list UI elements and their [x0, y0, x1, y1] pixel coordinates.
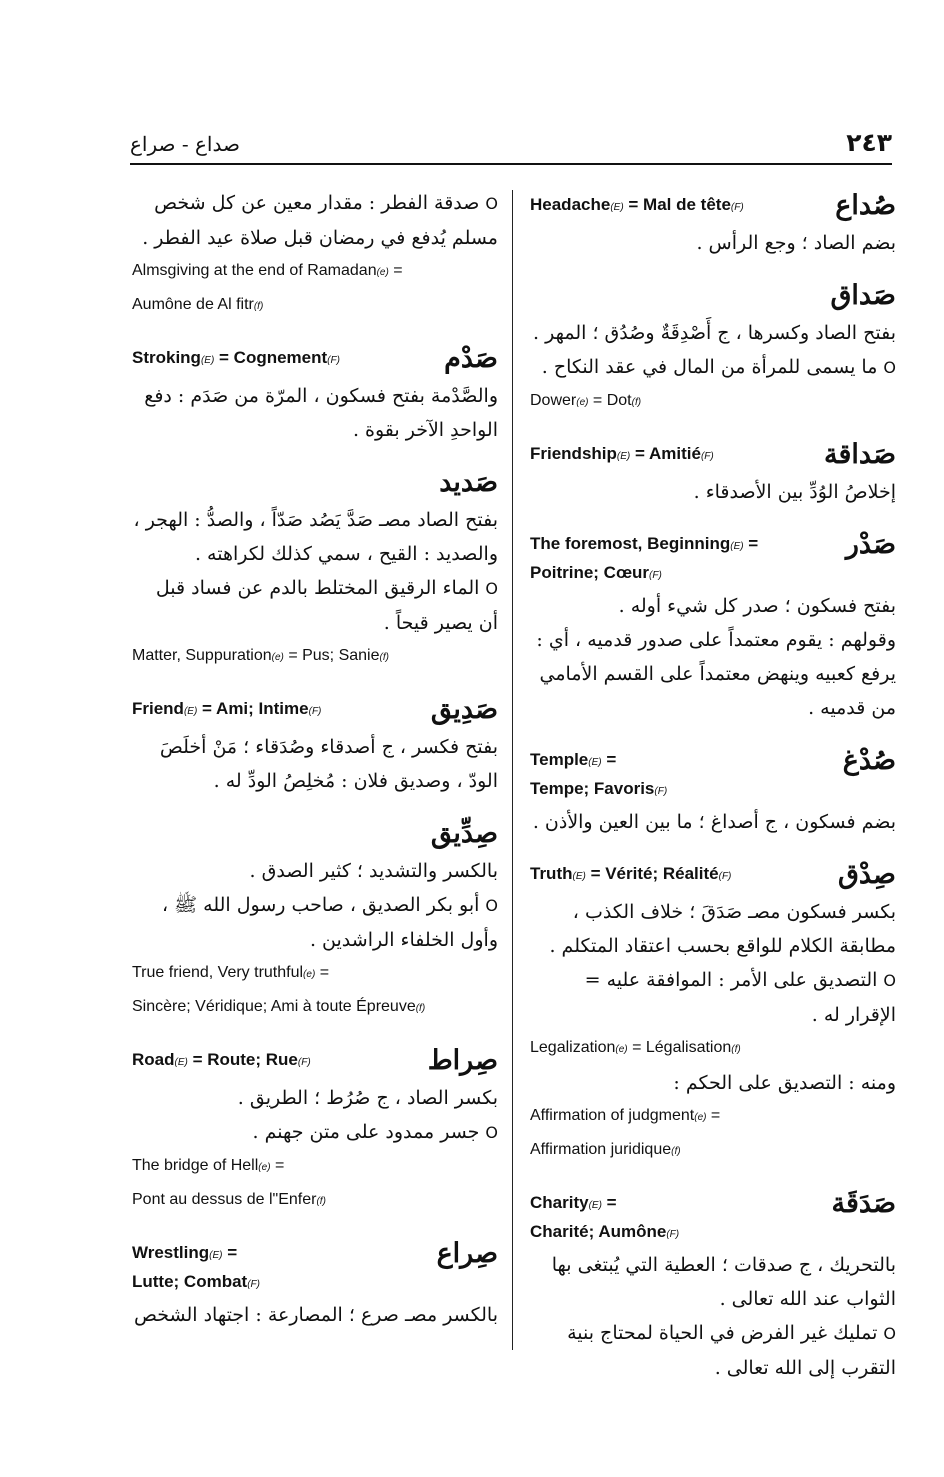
arabic-definition: بكسر فسكون مصـ صَدَقَ ؛ خلاف الكذب ، مطابقة الكلام للواقع بحسب اعتقاد المتكلم .: [549, 901, 896, 957]
term-text: = Amitié: [630, 444, 701, 463]
headword: صِراع: [436, 1238, 498, 1269]
entry-header: [530, 276, 896, 316]
language-tag: (e): [576, 397, 589, 408]
entry-header: [530, 525, 896, 589]
arabic-definition: بفتح فكسر ، ج أصدقاء وصُدَقاء ؛ مَنْ أخلَصَ الودّ ، وصديق فلان : مُخلِصُ الودِّ له .: [159, 736, 498, 792]
arabic-definition: بكسر الصاد ، ج صُرُط ؛ الطريق .: [237, 1087, 498, 1109]
translation-line: [530, 1032, 896, 1066]
term-text: Truth: [530, 864, 573, 883]
language-tag: (e): [376, 267, 389, 278]
language-tag: (E): [183, 706, 198, 717]
language-tag: (F): [700, 451, 714, 462]
circle-note-text: ما يسمى للمرأة من المال في عقد النكاح .: [541, 356, 878, 378]
term-text: = Cognement: [214, 348, 328, 367]
language-tag: (e): [258, 1162, 271, 1173]
entry-header: [132, 339, 498, 379]
headword: صُدْغ: [842, 745, 896, 776]
term-text: Stroking: [132, 348, 201, 367]
term-text: =: [222, 1243, 238, 1262]
term-text: = Mal de tête: [623, 195, 731, 214]
language-tag: (e): [271, 652, 284, 663]
arabic-definition: بفتح فسكون ؛ صدر كل شيء أوله .: [618, 595, 896, 617]
term-text: Aumône de Al fitr: [132, 296, 254, 313]
circle-note: [530, 350, 896, 385]
dictionary-entry: [132, 186, 498, 323]
term-text: Almsgiving at the end of Ramadan: [132, 262, 377, 279]
term-text: =: [270, 1157, 285, 1174]
headword: صِراط: [427, 1045, 498, 1076]
header-rule: [130, 163, 892, 165]
headword: صَدَقَة: [831, 1188, 896, 1219]
dictionary-entry: [530, 741, 896, 839]
headword: صُداع: [835, 190, 896, 221]
dictionary-entry: [132, 814, 498, 1025]
english-french-gloss: [530, 525, 896, 589]
gloss-line: [530, 776, 786, 805]
dictionary-entry: [530, 435, 896, 509]
term-text: =: [601, 750, 617, 769]
dictionary-entry: [530, 276, 896, 419]
arabic-definition: إخلاصُ الوُدِّ بين الأصدقاء .: [693, 481, 896, 503]
right-column: [530, 186, 896, 1401]
term-text: True friend, Very truthful: [132, 964, 304, 981]
gloss-line: [530, 531, 786, 560]
gloss-line: [530, 192, 786, 221]
term-text: Matter, Suppuration: [132, 647, 272, 664]
entry-header: [132, 463, 498, 503]
term-text: =: [388, 262, 403, 279]
arabic-definition: بضم الصاد ؛ وجع الرأس .: [696, 232, 896, 254]
language-tag: (F): [297, 1057, 311, 1068]
term-text: = Vérité; Réalité: [585, 864, 719, 883]
circle-note-text: تمليك غير الفرض في الحياة لمحتاج بنية التقرب إلى الله تعالى .: [567, 1322, 896, 1379]
dictionary-entry: [530, 1184, 896, 1385]
language-tag: (f): [731, 1044, 741, 1055]
arabic-definition: بفتح الصاد مصـ صَدَّ يَصُد صَدّاً ، والصدُّ : الهجر ، والصديد : القيح ، سمي كذلك لكراهته .: [133, 509, 498, 565]
headword: صَداقة: [824, 439, 896, 470]
language-tag: (e): [694, 1112, 707, 1123]
term-text: The bridge of Hell: [132, 1157, 259, 1174]
term-text: = Pus; Sanie: [283, 647, 380, 664]
entry-header: [530, 186, 896, 226]
term-text: Dower: [530, 392, 577, 409]
translation-line: [132, 640, 498, 674]
entry-header: [530, 741, 896, 805]
translation-line: [132, 1184, 498, 1218]
term-text: Road: [132, 1050, 175, 1069]
circle-note-text: صدقة الفطر : مقدار معين عن كل شخص مسلم يُدفع في رمضان قبل صلاة عيد الفطر .: [142, 192, 498, 249]
term-text: Affirmation of judgment: [530, 1107, 695, 1124]
language-tag: (F): [327, 355, 340, 366]
dictionary-entry: [132, 1234, 498, 1332]
circle-marker: O: [883, 1324, 896, 1343]
column-divider: [512, 190, 513, 1350]
arabic-definition: ومنه : التصديق على الحكم :: [673, 1072, 896, 1094]
page-number: ٢٤٣: [846, 128, 892, 157]
entry-header: [132, 1041, 498, 1081]
entry-header: [530, 855, 896, 895]
circle-note: [132, 888, 498, 957]
term-text: = Légalisation: [627, 1039, 732, 1056]
circle-note-text: جسر ممدود على متن جهنم .: [252, 1121, 480, 1143]
translation-line: [132, 255, 498, 289]
dictionary-entry: [132, 339, 498, 447]
left-column: [132, 186, 498, 1348]
gloss-line: [530, 1219, 786, 1248]
dictionary-entry: [530, 186, 896, 260]
headword: صَداق: [830, 280, 896, 311]
circle-marker: O: [883, 358, 896, 377]
circle-marker: O: [485, 194, 498, 213]
language-tag: (f): [671, 1146, 681, 1157]
language-tag: (F): [666, 1229, 680, 1240]
term-text: Headache: [530, 195, 611, 214]
term-text: Affirmation juridique: [530, 1141, 672, 1158]
entry-header: [132, 1234, 498, 1298]
term-text: Wrestling: [132, 1243, 210, 1262]
circle-marker: O: [883, 971, 896, 990]
translation-line: [132, 991, 498, 1025]
circle-marker: O: [485, 579, 498, 598]
translation-line: [530, 1100, 896, 1134]
circle-note-text: الماء الرقيق المختلط بالدم عن فساد قبل أن يصير قيحاً .: [155, 577, 498, 634]
dictionary-entry: [132, 1041, 498, 1218]
translation-line: [530, 385, 896, 419]
english-french-gloss: [132, 339, 498, 374]
circle-marker: O: [485, 1123, 498, 1142]
language-tag: (f): [415, 1003, 426, 1014]
translation-line: [132, 1150, 498, 1184]
term-text: Friendship: [530, 444, 617, 463]
language-tag: (E): [174, 1057, 188, 1068]
language-tag: (F): [308, 706, 322, 717]
circle-note: [132, 1115, 498, 1150]
headword: صِدِّيق: [430, 818, 498, 849]
term-text: =: [706, 1107, 721, 1124]
circle-note-text: التصديق على الأمر : الموافقة عليه = الإقرار له .: [584, 969, 896, 1026]
language-tag: (E): [209, 1250, 223, 1261]
term-text: Sincère; Véridique; Ami à toute Épreuve: [132, 998, 416, 1015]
entry-header: [530, 435, 896, 475]
entry-header: [132, 690, 498, 730]
gloss-line: [132, 1240, 388, 1269]
language-tag: (f): [379, 652, 389, 663]
term-text: Charité; Aumône: [530, 1222, 667, 1241]
term-text: Legalization: [530, 1039, 616, 1056]
arabic-definition: بالتحريك ، ج صدقات ؛ العطية التي يُبتغى بها الثواب عند الله تعالى .: [551, 1254, 896, 1310]
circle-marker: O: [485, 896, 498, 915]
language-tag: (f): [316, 1196, 326, 1207]
language-tag: (F): [730, 202, 744, 213]
headword: صَديد: [439, 467, 498, 498]
arabic-definition: بفتح الصاد وكسرها ، ج أَصْدِقَةٌ وصُدُق ؛ المهر .: [533, 322, 896, 344]
gloss-line: [530, 560, 786, 589]
gloss-line: [132, 1269, 388, 1298]
language-tag: (E): [572, 871, 586, 882]
headword: صِدْق: [837, 859, 896, 890]
term-text: = Ami; Intime: [197, 699, 309, 718]
language-tag: (E): [588, 757, 602, 768]
headword: صَدْم: [444, 343, 498, 374]
term-text: =: [601, 1193, 617, 1212]
dictionary-entry: [132, 690, 498, 798]
language-tag: (F): [247, 1279, 260, 1290]
arabic-definition: والصَّدْمة بفتح فسكون ، المرّة من صَدَم : دفع الواحدِ الآخر بقوة .: [144, 385, 498, 441]
running-head: صداع - صراع: [130, 132, 240, 156]
gloss-line: [132, 696, 388, 725]
translation-line: [132, 957, 498, 991]
term-text: The foremost, Beginning: [530, 534, 731, 553]
page-header: [130, 128, 892, 164]
circle-note: [530, 963, 896, 1032]
arabic-definition: بالكسر والتشديد ؛ كثير الصدق .: [249, 860, 498, 882]
language-tag: (f): [253, 301, 264, 312]
gloss-line: [530, 747, 786, 776]
circle-note: [530, 1316, 896, 1385]
dictionary-entry: [132, 463, 498, 674]
headword: صَدِيق: [430, 694, 498, 725]
language-tag: (E): [610, 202, 624, 213]
circle-note-text: أبو بكر الصديق ، صاحب رسول الله ﷺ ، وأول الخلفاء الراشدين .: [161, 894, 498, 951]
term-text: Pont au dessus de l"Enfer: [132, 1191, 317, 1208]
language-tag: (e): [303, 969, 316, 980]
arabic-definition: بالكسر مصـ صرع ؛ المصارعة : اجتهاد الشخص: [133, 1304, 498, 1326]
arabic-definition: وقولهم : يقوم معتمداً على صدور قدميه ، أي : يرفع كعبيه وينهض معتمداً على القسم الأمامي من قدميه .: [536, 629, 896, 719]
gloss-line: [530, 1190, 786, 1219]
language-tag: (F): [654, 786, 668, 797]
language-tag: (E): [616, 451, 631, 462]
term-text: Friend: [132, 699, 184, 718]
entry-header: [132, 814, 498, 854]
language-tag: (f): [631, 397, 642, 408]
translation-line: [132, 289, 498, 323]
circle-note: [132, 186, 498, 255]
term-text: = Route; Rue: [187, 1050, 298, 1069]
entry-header: [530, 1184, 896, 1248]
term-text: Poitrine; Cœur: [530, 563, 649, 582]
headword: صَدْر: [845, 529, 896, 560]
translation-line: [530, 1134, 896, 1168]
arabic-definition: بضم فسكون ، ج أصداغ ؛ ما بين العين والأذن .: [532, 811, 896, 833]
gloss-line: [530, 441, 786, 470]
language-tag: (E): [588, 1200, 602, 1211]
term-text: Lutte; Combat: [132, 1272, 248, 1291]
language-tag: (e): [615, 1044, 628, 1055]
term-text: Tempe; Favoris: [530, 779, 655, 798]
gloss-line: [132, 1047, 388, 1076]
term-text: = Dot: [588, 392, 632, 409]
language-tag: (F): [718, 871, 732, 882]
circle-note: [132, 571, 498, 640]
term-text: Temple: [530, 750, 589, 769]
gloss-line: [132, 345, 388, 374]
term-text: =: [743, 534, 759, 553]
term-text: =: [315, 964, 330, 981]
term-text: Charity: [530, 1193, 589, 1212]
english-french-gloss: [530, 741, 896, 805]
language-tag: (E): [200, 355, 215, 366]
dictionary-entry: [530, 525, 896, 725]
language-tag: (E): [730, 541, 744, 552]
language-tag: (F): [649, 570, 662, 581]
gloss-line: [530, 861, 786, 890]
dictionary-entry: [530, 855, 896, 1168]
